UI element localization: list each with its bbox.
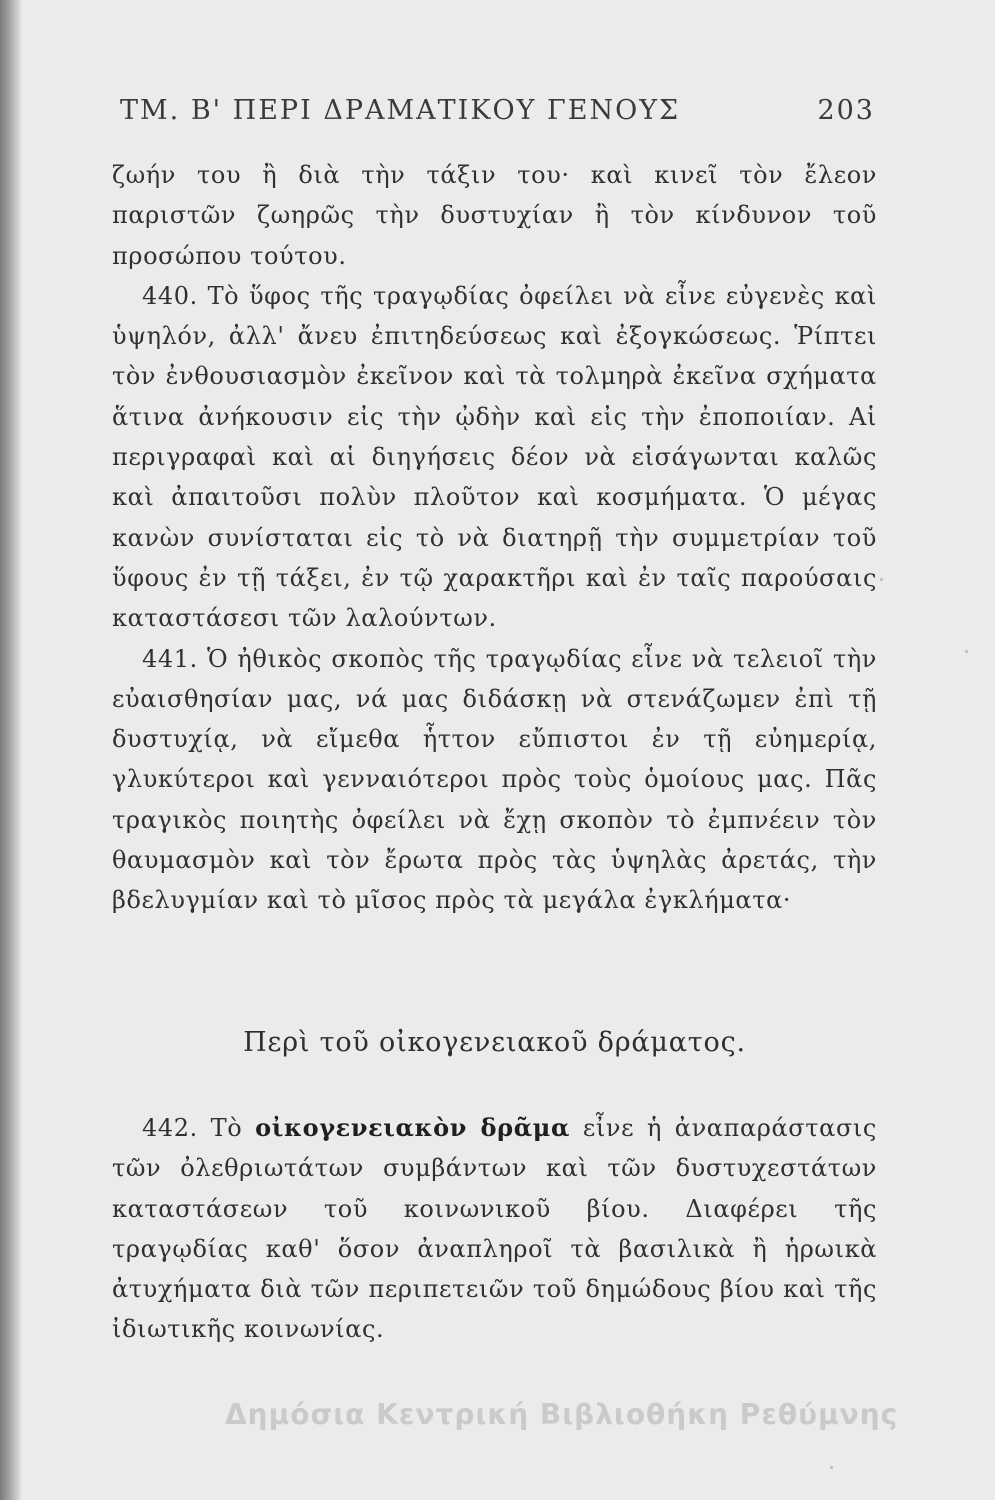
- continuation-paragraph: ζωήν του ἢ διὰ τὴν τάξιν του· καὶ κινεῖ τὸν ἔλεον παριστῶν ζωηρῶς τὴν δυστυχίαν ἢ τὸν κίνδυνον τοῦ προσώπου τούτου.: [112, 161, 877, 270]
- paragraph-441-text: Ὁ ἠθικὸς σκοπὸς τῆς τραγῳδίας εἶνε νὰ τελειοῖ τὴν εὐαισθησίαν μας, νά μας διδάσκῃ νὰ στενάζωμεν ἐπὶ τῇ δυστυχίᾳ, νὰ εἴμεθα ἧττον εὔπιστοι ἐν τῇ εὐημερίᾳ, γλυκύτεροι καὶ γενναιότεροι πρὸς τοὺς ὁμοίους μας. Πᾶς τραγικὸς ποιητὴς ὀφείλει νὰ ἔχῃ σκοπὸν τὸ ἐμπνέειν τὸν θαυμασμὸν καὶ τὸν ἔρωτα πρὸς τὰς ὑψηλὰς ἀρετάς, τὴν βδελυγμίαν καὶ τὸ μῖσος πρὸς τὰ μεγάλα ἐγκλήματα·: [112, 644, 877, 915]
- print-speck: [830, 1466, 833, 1469]
- paragraph-441: [112, 639, 877, 921]
- library-watermark: Δημόσια Κεντρική Βιβλιοθήκη Ρεθύμνης: [225, 1398, 899, 1431]
- page-number: 203: [817, 95, 875, 126]
- paragraph-number-441: 441.: [142, 644, 198, 673]
- print-speck: [880, 578, 883, 581]
- running-head-title: ΤΜ. Β' ΠΕΡΙ ΔΡΑΜΑΤΙΚΟΥ ΓΕΝΟΥΣ: [120, 95, 681, 126]
- main-text-block: [112, 155, 877, 921]
- paragraph-number-442: 442.: [142, 1114, 198, 1142]
- second-text-block: [112, 1108, 877, 1350]
- paragraph-440-text: Τὸ ὕφος τῆς τραγῳδίας ὀφείλει νὰ εἶνε εὐγενὲς καὶ ὑψηλόν, ἀλλ' ἄνευ ἐπιτηδεύσεως καὶ ἐξογκώσεως. Ῥίπτει τὸν ἐνθουσιασμὸν ἐκεῖνον καὶ τὰ τολμηρὰ ἐκεῖνα σχήματα ἅτινα ἀνήκουσιν εἰς τὴν ᾠδὴν καὶ εἰς τὴν ἐποποιίαν. Αἱ περιγραφαὶ καὶ αἱ διηγήσεις δέον νὰ εἰσάγωνται καλῶς καὶ ἀπαιτοῦσι πολὺν πλοῦτον καὶ κοσμήματα. Ὁ μέγας κανὼν συνίσταται εἰς τὸ νὰ διατηρῇ τὴν συμμετρίαν τοῦ ὕφους ἐν τῇ τάξει, ἐν τῷ χαρακτῆρι καὶ ἐν ταῖς παρούσαις καταστάσεσι τῶν λαλούντων.: [112, 281, 877, 633]
- page-binding-shadow: [0, 0, 22, 1500]
- paragraph-442-term: οἰκογενειακὸν δρᾶμα: [255, 1113, 571, 1142]
- paragraph-440: [112, 276, 877, 639]
- section-heading: Περὶ τοῦ οἰκογενειακοῦ δράματος.: [243, 1027, 746, 1058]
- running-head: [120, 95, 875, 141]
- paragraph-442: [112, 1108, 877, 1350]
- paragraph-number-440: 440.: [142, 281, 198, 310]
- paragraph-442-text: εἶνε ἡ ἀναπαράστασις τῶν ὀλεθριωτάτων συμβάντων καὶ τῶν δυστυχεστάτων καταστάσεων τοῦ κοινωνικοῦ βίου. Διαφέρει τῆς τραγῳδίας καθ' ὅσον ἀναπληροῖ τὰ βασιλικὰ ἢ ἡρωικὰ ἀτυχήματα διὰ τῶν περιπετειῶν τοῦ δημώδους βίου καὶ τῆς ἰδιωτικῆς κοινωνίας.: [112, 1114, 877, 1344]
- print-speck: [965, 650, 968, 653]
- paragraph-442-lead: Τὸ: [197, 1114, 256, 1142]
